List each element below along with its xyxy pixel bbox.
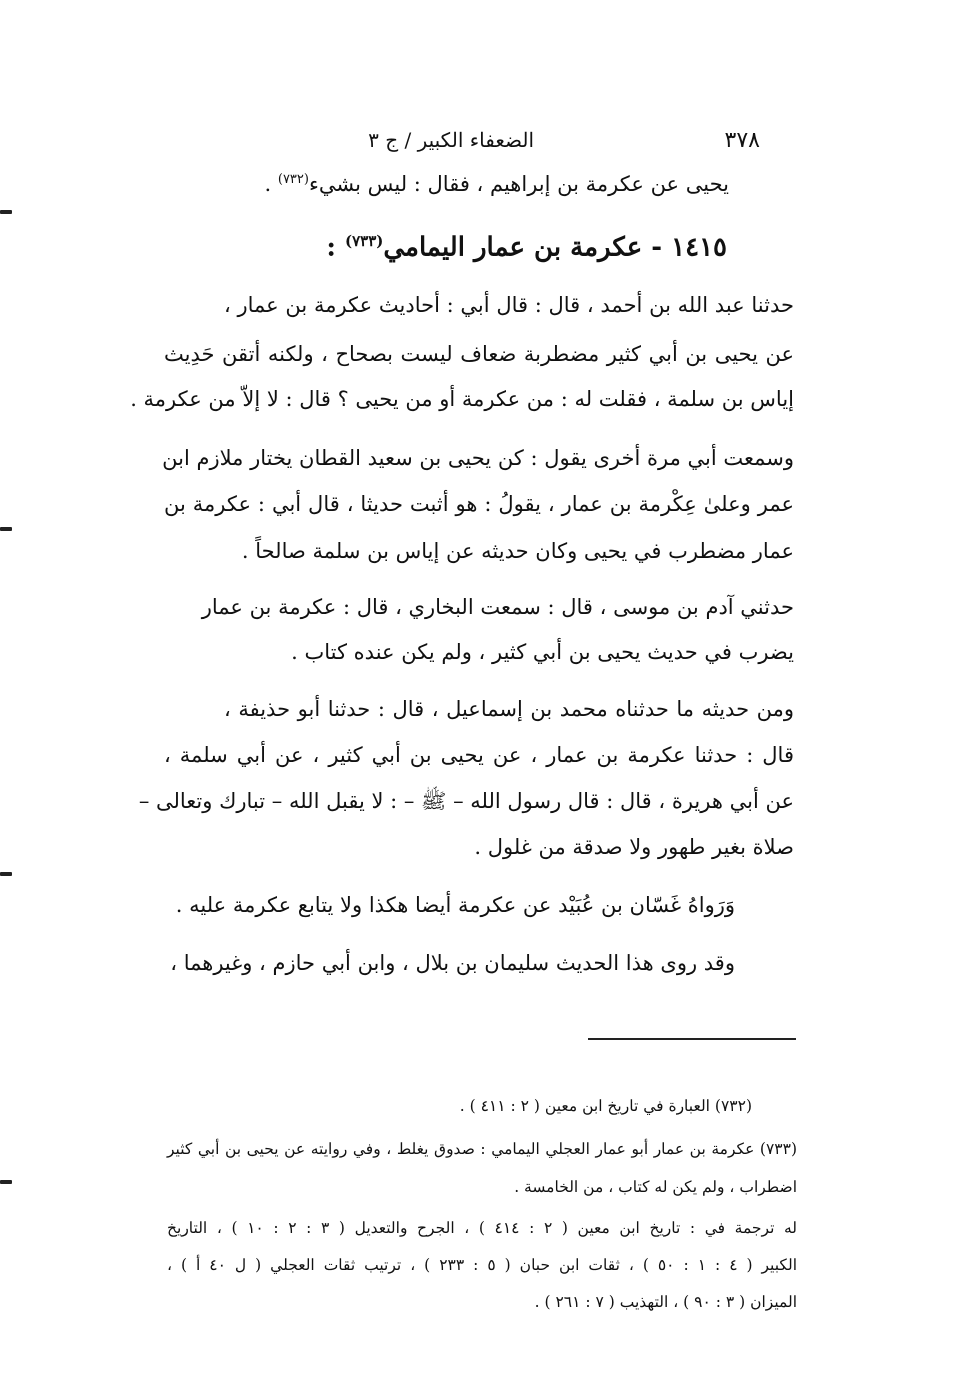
paragraph-line: ومن حديثه ما حدثناه محمد بن إسماعيل ، قال : حدثنا أبو حذيفة ،: [224, 697, 794, 721]
opening-line-text: يحيى عن عكرمة بن إبراهيم ، فقال : ليس بشيء: [308, 172, 729, 196]
paragraph-line: وسمعت أبي مرة أخرى يقول : كن يحيى بن سعيد القطان يختار ملازم ابن: [162, 446, 794, 470]
paragraph-line: عن أبي هريرة ، قال : قال رسول الله – ﷺ – : لا يقبل الله – تبارك وتعالى –: [138, 789, 794, 813]
footnote-line: الميزان ( ٣ : ٩٠ ) ، التهذيب ( ٧ : ٢٦١ ) .: [534, 1293, 797, 1311]
page-header: [100, 128, 760, 162]
page-number: ٣٧٨: [724, 128, 760, 153]
paragraph-line: عن يحيى بن أبي كثير مضطربة ضعاف ليست بصحاح ، ولكنه أتقن حَدِيث: [164, 342, 794, 366]
entry-heading: [227, 232, 727, 263]
running-title: الضعفاء الكبير / ج ٣: [368, 128, 534, 152]
paragraph-line: عمار مضطرب في يحيى وكان حديثه عن إياس بن سلمة صالحاً .: [241, 539, 794, 563]
footnote-separator: [588, 1038, 796, 1040]
entry-number: ١٤١٥: [671, 232, 727, 263]
margin-mark: [0, 210, 12, 214]
opening-line: [229, 172, 729, 197]
paragraph-line: وقد روى هذا الحديث سليمان بن بلال ، وابن أبي حازم ، وغيرهما ،: [170, 951, 735, 975]
footnote-line: (٧٣٣) عكرمة بن عمار أبو عمار العجلي اليمامي : صدوق يغلط ، وفي روايته عن يحيى بن أبي كثير: [167, 1140, 797, 1158]
footnote-line: الكبير ( ٤ : ١ : ٥٠ ) ، ثقات ابن حبان ( ٥ : ٢٣٣ ) ، ترتيب ثقات العجلي ( ل ٤٠ أ ) ،: [167, 1256, 798, 1274]
footnote-ref: (٧٣٢): [277, 172, 309, 187]
margin-mark: [0, 1180, 12, 1184]
entry-name: عكرمة بن عمار اليمامي: [383, 232, 643, 263]
paragraph-line: وَرَواهُ غَسّان بن عُبَيْد عن عكرمة أيضا هكذا ولا يتابع عكرمة عليه .: [175, 893, 735, 917]
entry-dash: -: [642, 232, 672, 263]
paragraph-line: يضرب في حديث يحيى بن أبي كثير ، ولم يكن عنده كتاب .: [291, 640, 794, 664]
paragraph-line: إياس بن سلمة ، فقلت له : من عكرمة أو من يحيى ؟ قال : لا إلاّ من عكرمة .: [130, 387, 794, 411]
footnote-ref: (٧٣٣): [345, 232, 384, 250]
margin-mark: [0, 527, 12, 531]
footnote-line: اضطراب ، ولم يكن له كتاب ، من الخامسة .: [514, 1178, 797, 1196]
entry-end: :: [326, 232, 345, 263]
paragraph-line: قال : حدثنا عكرمة بن عمار ، عن يحيى بن أبي كثير ، عن أبي سلمة ،: [164, 743, 794, 767]
paragraph-line: حدثني آدم بن موسى ، قال : سمعت البخاري ، قال : عكرمة بن عمار: [201, 595, 794, 619]
paragraph-line: عمر وعلىٰ عِكْرمة بن عمار ، يقولُ : هو أثبت حديثا ، قال أبي : عكرمة بن: [164, 492, 794, 516]
opening-line-end: .: [264, 172, 278, 196]
footnote-line: له ترجمة في : تاريخ ابن معين ( ٢ : ٤١٤ ) ، الجرح والتعديل ( ٣ : ٢ : ١٠ ) ، التاريخ: [167, 1219, 798, 1237]
paragraph-line: صلاة بغير طهور ولا صدقة من غلول .: [474, 835, 794, 859]
footnote-line: (٧٣٢) العبارة في تاريخ ابن معين ( ٢ : ٤١١ ) .: [459, 1097, 752, 1115]
paragraph-line: حدثنا عبد الله بن أحمد ، قال : قال أبي : أحاديث عكرمة بن عمار ،: [224, 293, 794, 317]
margin-mark: [0, 872, 12, 876]
